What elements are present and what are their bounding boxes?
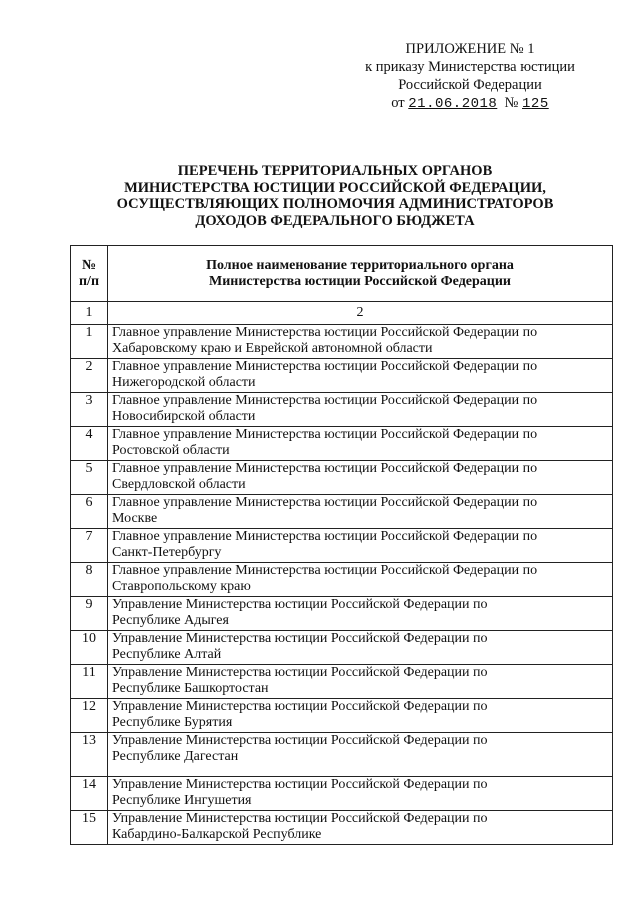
column-number-cell: 1 bbox=[71, 302, 108, 325]
row-name bbox=[108, 631, 613, 665]
table-row bbox=[71, 665, 613, 699]
row-name-line: Управление Министерства юстиции Российской Федерации по bbox=[112, 777, 488, 792]
appendix-header bbox=[340, 40, 600, 113]
row-name-line: Управление Министерства юстиции Российской Федерации по bbox=[112, 631, 488, 646]
title-line: ОСУЩЕСТВЛЯЮЩИХ ПОЛНОМОЧИЯ АДМИНИСТРАТОРОВ bbox=[116, 196, 554, 212]
table-row bbox=[71, 393, 613, 427]
table-row bbox=[71, 325, 613, 359]
title-line: ПЕРЕЧЕНЬ ТЕРРИТОРИАЛЬНЫХ ОРГАНОВ bbox=[177, 163, 493, 179]
row-name-line: Нижегородской области bbox=[112, 375, 256, 390]
row-name bbox=[108, 777, 613, 811]
appendix-number: ПРИЛОЖЕНИЕ № 1 bbox=[405, 41, 535, 57]
row-name-line: Управление Министерства юстиции Российской Федерации по bbox=[112, 665, 488, 680]
row-number: 6 bbox=[71, 495, 108, 529]
row-number: 4 bbox=[71, 427, 108, 461]
row-name bbox=[108, 529, 613, 563]
order-date: 21.06.2018 bbox=[408, 96, 498, 112]
row-name bbox=[108, 359, 613, 393]
row-name-line: Хабаровскому краю и Еврейской автономной области bbox=[112, 341, 433, 356]
table-row bbox=[71, 733, 613, 777]
column-numbers-row bbox=[71, 302, 613, 325]
row-name-line: Республике Дагестан bbox=[112, 749, 239, 764]
row-name-line: Управление Министерства юстиции Российской Федерации по bbox=[112, 597, 488, 612]
row-number: 10 bbox=[71, 631, 108, 665]
table-row bbox=[71, 461, 613, 495]
table-row bbox=[71, 777, 613, 811]
row-name-line: Ставропольскому краю bbox=[112, 579, 251, 594]
table-row bbox=[71, 563, 613, 597]
table-row bbox=[71, 811, 613, 845]
row-name-line: Главное управление Министерства юстиции Российской Федерации по bbox=[112, 529, 538, 544]
table-header-row bbox=[71, 246, 613, 302]
row-name-line: Главное управление Министерства юстиции Российской Федерации по bbox=[112, 427, 538, 442]
row-name-line: Свердловской области bbox=[112, 477, 246, 492]
header-number-cell bbox=[71, 246, 108, 302]
row-name bbox=[108, 699, 613, 733]
row-number: 12 bbox=[71, 699, 108, 733]
header-number-abbr: п/п bbox=[78, 273, 100, 289]
row-number: 13 bbox=[71, 733, 108, 777]
row-number: 5 bbox=[71, 461, 108, 495]
row-name bbox=[108, 665, 613, 699]
table-row bbox=[71, 597, 613, 631]
row-number: 11 bbox=[71, 665, 108, 699]
appendix-date-line bbox=[340, 94, 600, 113]
appendix-ministry: Российской Федерации bbox=[398, 77, 542, 93]
header-name-line: Министерства юстиции Российской Федерации bbox=[209, 273, 511, 289]
row-number: 15 bbox=[71, 811, 108, 845]
row-name-line: Главное управление Министерства юстиции Российской Федерации по bbox=[112, 325, 538, 340]
row-number: 9 bbox=[71, 597, 108, 631]
table-row bbox=[71, 699, 613, 733]
row-name bbox=[108, 597, 613, 631]
row-name-line: Главное управление Министерства юстиции Российской Федерации по bbox=[112, 359, 538, 374]
table-row bbox=[71, 427, 613, 461]
order-number: 125 bbox=[522, 96, 549, 112]
row-name-line: Управление Министерства юстиции Российской Федерации по bbox=[112, 699, 488, 714]
row-name-line: Республике Бурятия bbox=[112, 715, 233, 730]
row-name bbox=[108, 427, 613, 461]
row-number: 2 bbox=[71, 359, 108, 393]
row-number: 1 bbox=[71, 325, 108, 359]
row-name bbox=[108, 393, 613, 427]
table-row bbox=[71, 529, 613, 563]
row-name bbox=[108, 563, 613, 597]
appendix-order-reference: к приказу Министерства юстиции bbox=[365, 59, 575, 75]
title-line: МИНИСТЕРСТВА ЮСТИЦИИ РОССИЙСКОЙ ФЕДЕРАЦИИ, bbox=[124, 179, 546, 196]
row-number: 14 bbox=[71, 777, 108, 811]
row-name bbox=[108, 733, 613, 777]
row-name-line: Москве bbox=[112, 511, 158, 526]
column-number-cell: 2 bbox=[108, 302, 613, 325]
row-name-line: Республике Алтай bbox=[112, 647, 222, 662]
row-name bbox=[108, 325, 613, 359]
table-row bbox=[71, 631, 613, 665]
document-title bbox=[60, 163, 610, 229]
territorial-bodies-table bbox=[70, 245, 613, 845]
header-number-symbol: № bbox=[81, 257, 97, 273]
row-name-line: Главное управление Министерства юстиции Российской Федерации по bbox=[112, 495, 538, 510]
row-number: 7 bbox=[71, 529, 108, 563]
title-line: ДОХОДОВ ФЕДЕРАЛЬНОГО БЮДЖЕТА bbox=[195, 212, 475, 229]
date-prefix: от bbox=[391, 95, 405, 111]
row-name-line: Управление Министерства юстиции Российской Федерации по bbox=[112, 733, 488, 748]
table-row bbox=[71, 359, 613, 393]
row-name-line: Республике Ингушетия bbox=[112, 793, 252, 808]
row-name-line: Республике Башкортостан bbox=[112, 681, 269, 696]
row-name-line: Кабардино-Балкарской Республике bbox=[112, 827, 322, 842]
row-name-line: Ростовской области bbox=[112, 443, 230, 458]
row-number: 8 bbox=[71, 563, 108, 597]
row-name-line: Республике Адыгея bbox=[112, 613, 229, 628]
header-name-cell bbox=[108, 246, 613, 302]
row-name-line: Главное управление Министерства юстиции Российской Федерации по bbox=[112, 461, 538, 476]
row-name-line: Санкт-Петербургу bbox=[112, 545, 222, 560]
row-name-line: Новосибирской области bbox=[112, 409, 256, 424]
row-name-line: Главное управление Министерства юстиции Российской Федерации по bbox=[112, 563, 538, 578]
number-prefix: № bbox=[504, 95, 519, 111]
row-number: 3 bbox=[71, 393, 108, 427]
row-name-line: Управление Министерства юстиции Российской Федерации по bbox=[112, 811, 488, 826]
row-name bbox=[108, 495, 613, 529]
table-row bbox=[71, 495, 613, 529]
row-name bbox=[108, 811, 613, 845]
header-name-line: Полное наименование территориального органа bbox=[206, 257, 514, 273]
row-name-line: Главное управление Министерства юстиции Российской Федерации по bbox=[112, 393, 538, 408]
row-name bbox=[108, 461, 613, 495]
